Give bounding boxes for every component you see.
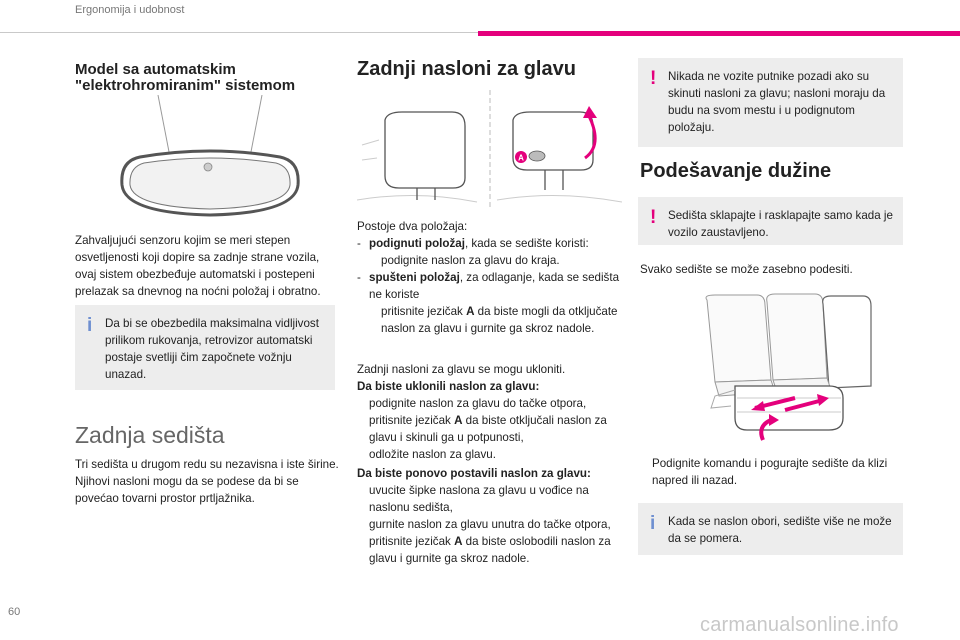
position-up-text: , kada se sedište koristi: <box>464 237 589 250</box>
position-down-text: , za odlaganje, kada se sedišta ne koriste <box>369 271 620 301</box>
removal-step-3 <box>357 446 625 463</box>
removal-heading: Da biste uklonili naslon za glavu: <box>357 380 540 393</box>
step-text: pritisnite jezičak <box>369 535 455 548</box>
tab-a-label: A <box>454 414 463 427</box>
warning-icon: ! <box>650 207 657 228</box>
tab-a-label: A <box>466 305 475 318</box>
step-text: pritisnite jezičak <box>381 305 467 318</box>
headrest-illustration <box>357 90 622 210</box>
bullet-marker <box>357 533 369 567</box>
removal-step-3-text: odložite naslon za glavu. <box>369 448 496 461</box>
warning-text-seats: Sedišta sklapajte i rasklapajte samo kada je vozilo zaustavljeno. <box>668 209 893 239</box>
bullet-marker <box>357 446 369 463</box>
bullet-marker <box>357 482 369 516</box>
bullet-marker <box>357 516 369 533</box>
info-icon: i <box>650 513 656 534</box>
warning-icon: ! <box>650 68 657 89</box>
refit-heading: Da biste ponovo postavili naslon za glavu: <box>357 467 591 480</box>
bullet-marker <box>357 412 369 446</box>
rear-seats-title: Zadnja sedišta <box>75 422 225 448</box>
refit-step-2 <box>357 516 625 533</box>
position-up-step <box>357 252 625 269</box>
bullet-marker <box>640 455 652 489</box>
position-down-step <box>357 303 625 337</box>
header-rule <box>0 32 560 33</box>
dash-marker: - <box>357 271 361 284</box>
dash-marker: - <box>357 237 361 250</box>
warning-note-seats <box>638 197 903 245</box>
bullet-marker <box>369 252 381 269</box>
removal-step-2 <box>357 412 625 446</box>
position-up-label: podignuti položaj <box>369 237 465 250</box>
seat-adjust-step <box>640 455 905 489</box>
seat-adjust-step-text: Podignite komandu i pogurajte sedište da klizi napred ili nazad. <box>652 457 888 487</box>
refit-step-3 <box>357 533 625 567</box>
headrest-positions <box>357 218 625 337</box>
removal-step-1-text: podignite naslon za glavu do tačke otpora, <box>369 397 587 410</box>
step-text: pritisnite jezičak <box>369 414 455 427</box>
watermark: carmanualsonline.info <box>700 614 899 636</box>
warning-text-headrests: Nikada ne vozite putnike pozadi ako su skinuti nasloni za glavu; nasloni moraju da budu na svom mestu i u podignutom položaju. <box>668 70 886 134</box>
position-up-step-text: podignite naslon za glavu do kraja. <box>381 254 560 267</box>
headrest-removal <box>357 361 625 463</box>
seat-info-text: Kada se naslon obori, sedište više ne može da se pomera. <box>668 515 892 545</box>
position-down <box>357 269 625 303</box>
page-number: 60 <box>8 606 21 618</box>
step-text: da biste mogli da otključate naslon za glavu i gurnite ga skroz nadole. <box>381 305 618 335</box>
header-accent-bar <box>478 31 960 36</box>
bullet-marker <box>369 303 381 337</box>
seat-adjust-step-row <box>640 455 905 489</box>
position-down-label: spušteni položaj <box>369 271 460 284</box>
positions-intro: Postoje dva položaja: <box>357 220 468 233</box>
seat-adjust-paragraph: Svako sedište se može zasebno podesiti. <box>640 263 853 276</box>
callout-a-label: A <box>518 153 524 163</box>
rear-seats-paragraph: Tri sedišta u drugom redu su nezavisna i iste širine. Njihovi nasloni mogu da se podese da bi se povećao tovarni prostor prtljažnika. <box>75 458 339 505</box>
mirror-heading: Model sa automatskim "elektrohromiranim" sistemom <box>75 61 296 94</box>
seat-info-note <box>638 503 903 555</box>
mirror-info-note <box>75 305 335 390</box>
refit-step-1-text: uvucite šipke naslona za glavu u vođice na naslonu sedišta, <box>369 484 589 514</box>
info-icon: i <box>87 315 93 336</box>
step-text: da biste oslobodili naslon za glavu i gurnite ga skroz nadole. <box>369 535 611 565</box>
headrests-heading: Zadnji nasloni za glavu <box>357 58 576 80</box>
mirror-info-text: Da bi se obezbedila maksimalna vidljivost prilikom rukovanja, retrovizor automatski postaje svetliji čim započnete vožnju unazad. <box>105 317 319 381</box>
step-text: da biste otključali naslon za glavu i skinuli ga u potpunosti, <box>369 414 607 444</box>
running-head: Ergonomija i udobnost <box>75 4 185 16</box>
mirror-paragraph: Zahvaljujući senzoru kojim se meri stepen osvetljenosti koji dopire sa zadnje strane vozila, ovaj sistem obezbeđuje automatski i postepeni prelazak sa dnevnog na noćni položaj i obratno. <box>75 234 321 298</box>
removal-step-1 <box>357 395 625 412</box>
refit-step-2-text: gurnite naslon za glavu unutra do tačke otpora, <box>369 518 611 531</box>
warning-note-headrests <box>638 58 903 147</box>
tab-a-label: A <box>454 535 463 548</box>
position-up <box>357 235 625 252</box>
headrest-refit <box>357 465 625 567</box>
rear-seat-slide-illustration <box>675 290 875 445</box>
rearview-mirror-illustration <box>110 95 310 220</box>
removal-intro: Zadnji nasloni za glavu se mogu ukloniti. <box>357 363 566 376</box>
refit-step-1 <box>357 482 625 516</box>
length-adjustment-heading: Podešavanje dužine <box>640 160 832 182</box>
bullet-marker <box>357 395 369 412</box>
